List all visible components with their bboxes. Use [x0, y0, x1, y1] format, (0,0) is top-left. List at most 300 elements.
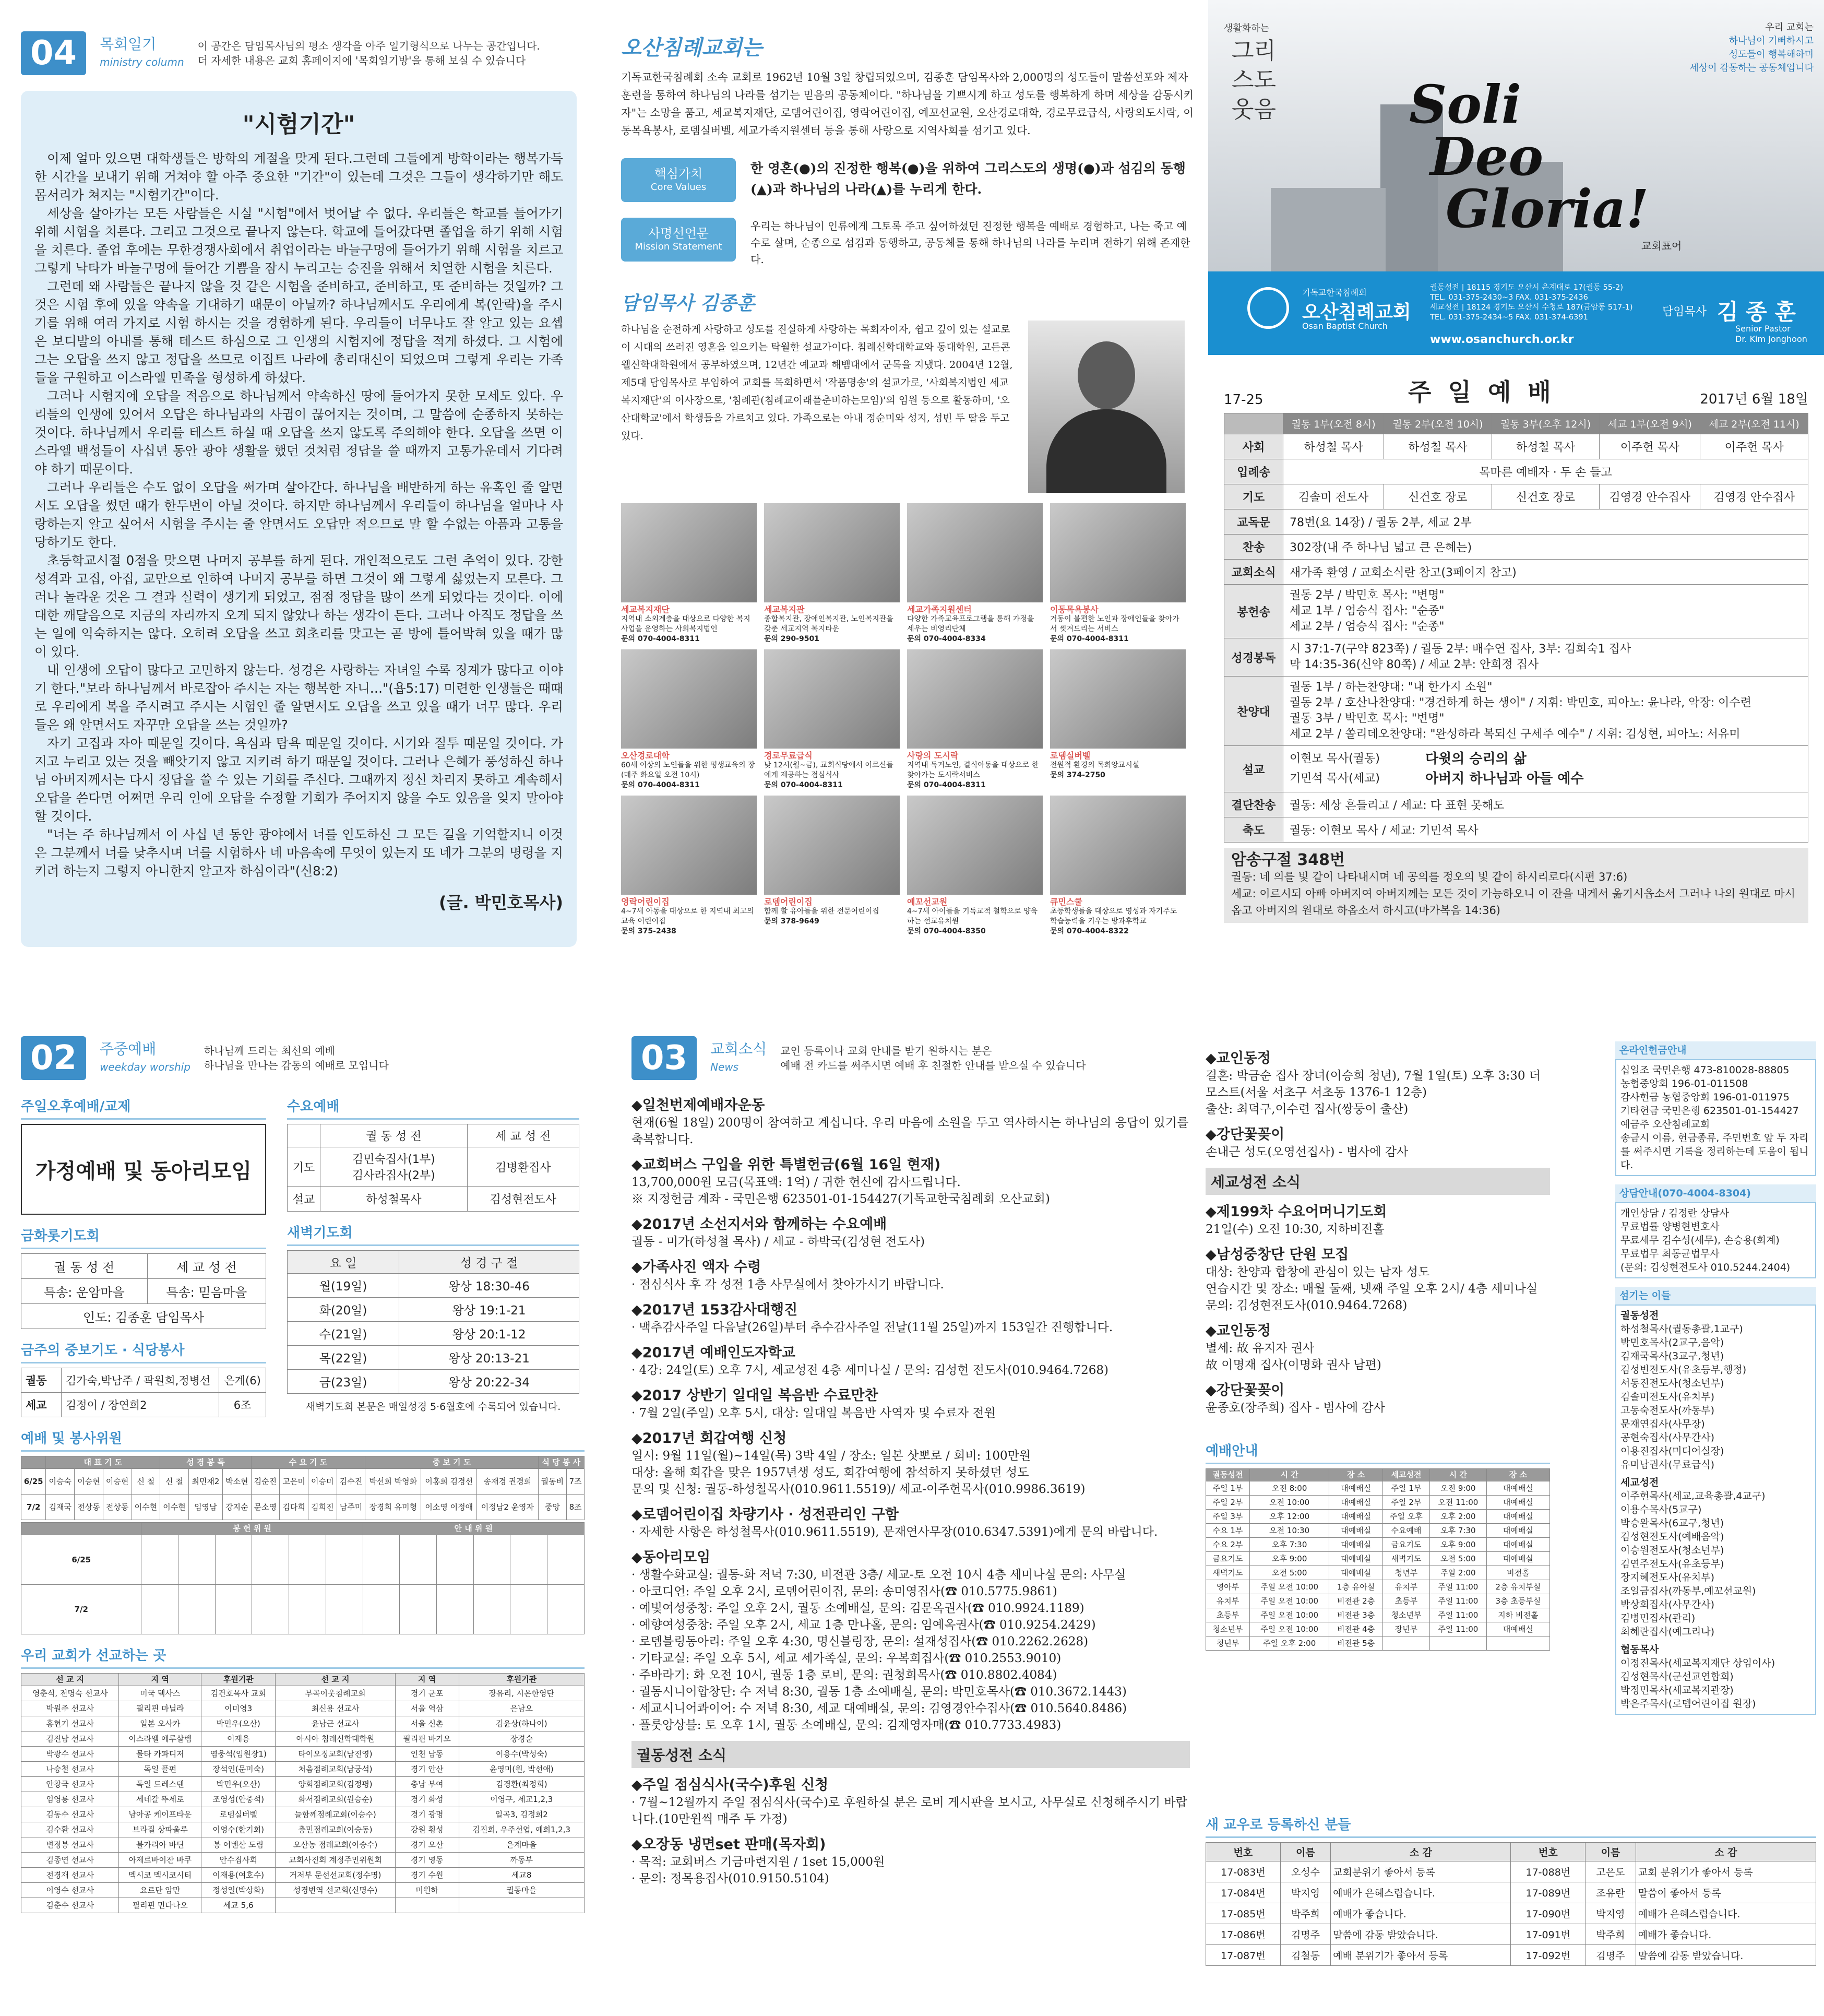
table-cell: 양회점례교회(김정평)	[276, 1777, 395, 1792]
ministry-name: 사랑의 도시락	[907, 751, 959, 761]
list-item: 공현숙집사(사무간사)	[1620, 1432, 1715, 1443]
table-cell: 남아공 케이프타운	[119, 1807, 201, 1822]
table-cell: 78번(요 14장) / 궐동 2부, 세교 2부	[1283, 509, 1808, 535]
table-cell	[326, 1585, 363, 1634]
table-cell: 나승철 선교사	[21, 1762, 119, 1777]
table-cell: 비전홀	[1486, 1566, 1549, 1580]
intercession-title: 금주의 중보기도 · 식당봉사	[21, 1336, 266, 1363]
newcomers-section	[1206, 1804, 1816, 1966]
ministry-phone: 문의 070-4004-8334	[907, 635, 986, 643]
table-row	[1206, 1510, 1550, 1524]
table-row	[1206, 1608, 1550, 1622]
table-cell: 독일 플펀	[119, 1762, 201, 1777]
table-cell: 미국 텍사스	[119, 1686, 201, 1701]
table-cell	[1283, 585, 1808, 638]
core-label-en: Core Values	[650, 182, 707, 193]
ministry-name: 세교복지재단	[621, 604, 670, 614]
news-body: 13,700,000원 모금(목표액: 1억) / 귀한 헌신에 감사드립니다. ※ 지정헌금 계좌 - 국민은행 623501-01-154427(기독교한국침례회 오산교회)	[631, 1176, 1050, 1206]
table-cell: 초등부	[1206, 1608, 1250, 1622]
table-cell: 대예배실	[1486, 1552, 1549, 1566]
table-cell: 오전 9:00	[1430, 1481, 1487, 1496]
table-cell: 김윤상(하나이)	[459, 1716, 584, 1732]
consult-title: 상담안내(070-4004-8304)	[1615, 1184, 1816, 1202]
ministry-phone: 문의 070-4004-8311	[764, 781, 843, 789]
table-cell	[395, 1898, 459, 1913]
news-title: ◆2017년 예배인도자학교	[631, 1345, 795, 1361]
ministry-phone: 문의 070-4004-8311	[1050, 635, 1129, 643]
table-cell: 김철동	[1280, 1945, 1331, 1966]
table-cell: 장경순	[459, 1732, 584, 1747]
pastor-silhouette-head	[1078, 341, 1135, 409]
news-title: ◆강단꽃꽂이	[1206, 1126, 1285, 1143]
table-cell: 김경환(최정희)	[459, 1777, 584, 1792]
table-header: 궐동 3부(오후 12시)	[1492, 413, 1600, 434]
cover-footer	[1208, 271, 1824, 355]
table-cell: 타이오징교회(남진영)	[276, 1747, 395, 1762]
table-cell: 교회 분위기가 좋아서 등록	[1636, 1861, 1816, 1882]
table-row	[288, 1298, 579, 1322]
staff-group-title: 궐동성전	[1620, 1310, 1659, 1321]
table-cell: 6조	[219, 1393, 266, 1417]
table-cell: 대예배실	[1486, 1524, 1549, 1538]
table-cell: 주일 오전 10:00	[1250, 1580, 1329, 1594]
table-header: 궐동 1부(오전 8시)	[1283, 413, 1384, 434]
cell-line: 세교 2부 / 쏠리데오찬양대: "완성하라 복되신 구세주 예수" / 지휘: 김성현, 피아노: 서유미	[1290, 728, 1740, 741]
news-title: ◆2017년 소선지서와 함께하는 수요예배	[631, 1216, 887, 1232]
table-cell: 이영구, 세교1,2,3	[459, 1792, 584, 1807]
table-cell: 대예배실	[1329, 1481, 1383, 1496]
list-item: 서동진전도사(청소년부)	[1620, 1378, 1724, 1389]
news-body: 21일(수) 오전 10:30, 지하비전홀	[1206, 1223, 1385, 1236]
table-row	[21, 1807, 585, 1822]
article-paragraph: 초등학교시절 0점을 맞으면 나머지 공부를 하게 된다. 개인적으로도 그런 추억이 있다. 강한 성격과 고집, 아집, 교만으로 인하여 나머지 공부를 하면 그것이 왜 그렇게 싫었는지 모른다. 그러나 놀라운 것은 그 결과 실력이 생기게 되었고, 점점 정답을 많이 쓰게 되었다는 것이다. 이에 대한 깨달음으로 지금의 자리까지 오게 되지 않았나 하는 생각이 든다. 그러나 아직도 정답을 쓰는 일에 익숙하지는 않다. 오히려 오답을 쓰고 회초리를 맞고는 곧 방에 틀어박혀 있을 때가 많이 있다.	[34, 553, 563, 659]
memory-title: 암송구절 348번	[1231, 851, 1345, 869]
table-cell: 김솔미 전도사	[1283, 484, 1384, 509]
worship-guide-title: 예배안내	[1206, 1437, 1550, 1464]
table-cell: 김병환집사	[467, 1147, 579, 1187]
table-cell	[473, 1585, 510, 1634]
ministry-desc: 다양한 가족교육프로그램을 통해 가정을 세우는 비영리단체	[907, 615, 1034, 633]
staff-group-title: 세교성전	[1620, 1477, 1659, 1488]
right-items	[1206, 1050, 1550, 1160]
table-row	[1224, 509, 1808, 535]
table-cell: 특송: 믿음마을	[147, 1279, 266, 1304]
table-header: 수 요 기 도	[251, 1456, 365, 1469]
table-cell: 미원하	[395, 1883, 459, 1898]
website-link[interactable]: www.osanchurch.or.kr	[1430, 333, 1574, 346]
ministry-card	[764, 796, 900, 936]
table-cell: 이정남2 윤영자	[477, 1495, 538, 1520]
table-cell: 박주희	[1585, 1924, 1636, 1945]
list-item: 예금주 오산침례교회	[1620, 1119, 1710, 1130]
table-row	[1224, 413, 1808, 434]
list-item: 박은주목사(로뎀어린이집 원장)	[1620, 1698, 1756, 1710]
table-cell: 이승미	[308, 1469, 337, 1495]
table-header: 세 교 성 전	[147, 1254, 266, 1279]
table-row	[1206, 1945, 1816, 1966]
list-item: 무료법무 최동균법무사	[1620, 1248, 1720, 1260]
table-cell: 이홍희 김경선	[421, 1469, 477, 1495]
table-row	[288, 1274, 579, 1298]
news-body: · 생활수화교실: 궐동-화 저녁 7:30, 비전관 3층/ 세교-토 오전 10시 4층 세미나실 문의: 사무실 · 아코디언: 주일 오후 2시, 로뎀어린이집, 문의: 송미영집사(☎ 010.5775.9861) · 예빛여성중창: 주일 오후 2시, 궐동 소예배실, 문의: 김문옥권사(☎ 010.9924.1189) · 예향여성중창: 주일 오후 2시, 세교 1층 만나홀, 문의: 임예옥권사(☎ 010.9254.2429) · 로뎀블링동아리: 주일 오후 4:30, 명신블링장, 문의: 설재성집사(☎ 010.2262.2628) · 기타교실: 주일 오후 5시, 세교 세가족실, 문의: 우복희집사(☎ 010.2553.9010) · 주바라기: 화 오전 10시, 궐동 1층 로비, 문의: 권청희목사(☎ 010.8802.4084) · 궐동시니어합창단: 수 저녁 8:30, 궐동 1층 소예배실, 문의: 박민호목사(☎ 010.3672.1443) · 세교시니어콰이어: 수 저녁 8:30, 세교 대예배실, 문의: 김영경안수집사(☎ 010.5640.8486) · 플룻앙상블: 토 오후 1시, 궐동 소예배실, 문의: 김재영자매(☎ 010.7733.4983)	[631, 1568, 1127, 1732]
table-cell: 박지영	[1585, 1903, 1636, 1924]
table-cell: 고은도	[1585, 1861, 1636, 1882]
table-cell: 오후 7:30	[1250, 1538, 1329, 1552]
table-row	[1206, 1622, 1550, 1636]
news-body: 대상: 찬양과 합창에 관심이 있는 남자 성도 연습시간 및 장소: 매월 둘째, 넷째 주일 오후 2시/ 4층 세미나실 문의: 김성현전도사(010.9464.7268)	[1206, 1265, 1538, 1312]
table-header: 세교 2부(오전 11시)	[1700, 413, 1808, 434]
table-row	[21, 1777, 585, 1792]
pastor-photo	[1028, 321, 1185, 493]
article-paragraph: 자기 고집과 자아 때문일 것이다. 욕심과 탐욕 때문일 것이다. 시기와 질투 때문일 것이다. 가지고 누리고 있는 것을 빼앗기지 않고 지키려 하기 때문일 것이다. 그러나 은혜가 풍성하신 하나님 아버지께서는 다시 정답을 쓸 수 있는 기회를 주신다. 그때까지 정신 차리지 못하고 계속해서 오답을 쓴다면 어쩌면 우리 인에 오답을 수정할 기회가 주어지지 않을 수도 있음을 잊지 말아야 할 것이다.	[34, 736, 563, 824]
table-cell: 김진희, 우주선엽, 예희1,2,3	[459, 1822, 584, 1837]
gwol-news-title: 궐동성전 소식	[631, 1741, 1190, 1768]
table-cell: 비전관 2층	[1329, 1594, 1383, 1608]
row-label: 입례송	[1224, 459, 1283, 484]
side-text	[1690, 21, 1814, 75]
table-cell: 주일 11:00	[1430, 1608, 1487, 1622]
table-cell: 임영남	[188, 1495, 222, 1520]
friday-table	[21, 1253, 266, 1329]
table-cell: 세교8	[459, 1868, 584, 1883]
staff-list	[1620, 1656, 1811, 1711]
table-cell: 김명주	[1280, 1924, 1331, 1945]
table-row	[1224, 677, 1808, 746]
consult-lines	[1615, 1202, 1816, 1278]
table-cell: 경기 군포	[395, 1686, 459, 1701]
table-header: 번호	[1206, 1843, 1281, 1861]
table-cell: 송재경 권경희	[477, 1469, 538, 1495]
table-cell: 박주희	[1280, 1903, 1331, 1924]
memory-verse: 세교: 이르시되 아빠 아버지여 아버지께는 모든 것이 가능하오니 이 잔을 내게서 옮기시옵소서 그러나 나의 원대로 마시옵고 아버지의 원대로 하옵소서 하시고(마가복음 14:36)	[1231, 887, 1795, 917]
table-cell	[363, 1585, 400, 1634]
table-header: 세 교 성 전	[467, 1124, 579, 1147]
table-cell	[215, 1535, 252, 1585]
table-cell: 화서점례교회(원승순)	[276, 1792, 395, 1807]
table-cell: 오후 7:30	[1430, 1524, 1487, 1538]
table-row	[21, 1469, 585, 1495]
ministry-phone: 문의 070-4004-8322	[1050, 927, 1129, 935]
list-item: 농협중앙회 196-01-011508	[1620, 1078, 1748, 1089]
ministry-card	[621, 503, 757, 644]
table-cell: 세교 5,6	[201, 1898, 276, 1913]
table-row	[1206, 1524, 1550, 1538]
article-paragraph: 그런데 왜 사람들은 끝나지 않을 것 같은 시험을 준비하고, 준비하고, 또 준비하는 것일까? 그것은 시험 후에 있을 약속을 기대하기 때문이 아닐까? 하나님께서도 우리에게 복(안락)을 주시기를 위해 여러 가지로 시험 하시는 것을 경험하게 된다. 우리들이 너무나도 잘 알고 있는 요셉은 보디발의 아내를 통해 테스트 하심으로 그 인생의 시험지에 정답을 적게 하셨다. 그 시험에 그는 오답을 쓰지 않고 정답을 쓰므로 이집트 나라에 총리대신이 되었으며 그렇게 우리는 가족들을 구원하고 이스라엘 민족을 형성하게 하셨다.	[34, 279, 563, 385]
table-cell: 주일 11:00	[1430, 1622, 1487, 1636]
sunday-afternoon-title: 주일오후예배/교제	[21, 1093, 266, 1120]
weekday-right-col	[287, 1085, 579, 1417]
table-cell: 이주헌 목사	[1700, 434, 1808, 459]
ministry-phone: 문의 375-2438	[621, 927, 676, 935]
table-cell: 주일 11:00	[1430, 1594, 1487, 1608]
table-cell	[289, 1585, 326, 1634]
table-header: 봉 헌 위 원	[141, 1523, 363, 1535]
core-values-text: 한 영혼(●)의 진정한 행복(●)을 위하여 그리스도의 생명(●)과 섬김의 동행(▲)과 하나님의 나라(▲)를 누리게 한다.	[750, 161, 1186, 197]
gwol-items	[631, 1776, 1190, 1887]
table-cell: 경기 안산	[395, 1762, 459, 1777]
ministry-photo	[621, 649, 757, 749]
mission-table	[21, 1673, 585, 1913]
ministry-photo-grid	[621, 503, 1195, 936]
worship-guide-table	[1206, 1468, 1550, 1651]
worship-header	[1224, 373, 1808, 408]
article-paragraph: 그러나 시험지에 오답을 적음으로 하나님께서 약속하신 땅에 들어가지 못한 모세도 있다. 우리들의 인생에 있어서 오답은 하나님과의 사귐이 끊어지는 것이며, 그 말씀에 순종하지 못하는 것이다. 하나님께서 우리를 테스트 하실 때 오답을 쓰지 않도록 주의해야 한다. 오답을 쓰면 이스라엘 백성들이 사십년 동안 광야 생활을 했던 것처럼 정답을 쓸 때까지 고통가운데서 기다려야 하기 때문이다.	[34, 388, 563, 477]
table-cell: 비전관 3층	[1329, 1608, 1383, 1622]
table-cell: 일본 오사카	[119, 1716, 201, 1732]
table-row	[288, 1370, 579, 1394]
news-body: · 목적: 교회버스 기금마련지원 / 1set 15,000원 · 문의: 정목용집사(010.9150.5104)	[631, 1855, 885, 1885]
list-item: 김재국목사(3교구,청년)	[1620, 1350, 1724, 1362]
news-title: ◆2017 상반기 일대일 복음반 수료만찬	[631, 1388, 878, 1404]
table-cell: 김춘수 선교사	[21, 1898, 119, 1913]
table-cell: 강원 횡성	[395, 1822, 459, 1837]
table-cell: 오전 8:00	[1250, 1481, 1329, 1496]
table-cell: 대예배실	[1486, 1538, 1549, 1552]
table-cell: 고은미	[280, 1469, 308, 1495]
table-row	[1224, 792, 1808, 817]
motto-line: Gloria!	[1446, 178, 1649, 240]
table-header: 요 일	[288, 1251, 399, 1274]
ministry-desc: 전원적 환경의 목회앙교시설	[1050, 761, 1140, 769]
table-row	[21, 1456, 585, 1469]
table-cell: 성경번역 선교회(신명수)	[276, 1883, 395, 1898]
table-cell	[288, 1124, 320, 1147]
list-item: 송금시 이름, 헌금종류, 주민번호 앞 두 자리를 써주시면 기록을 정리하는데 도움이 됩니다.	[1620, 1132, 1809, 1171]
table-cell: 전경재 선교사	[21, 1868, 119, 1883]
table-cell	[1486, 1636, 1549, 1651]
table-cell: 불가리아 바딘	[119, 1837, 201, 1853]
table-cell: 궐동: 이현모 목사 / 세교: 기민석 목사	[1283, 817, 1808, 843]
core-values-label	[621, 158, 736, 202]
pastor-silhouette-body	[1046, 409, 1166, 493]
table-cell: 궐동	[21, 1368, 62, 1393]
list-item: 김연주전도사(유초등부)	[1620, 1558, 1724, 1570]
church-sub: 기독교한국침례회	[1302, 288, 1367, 298]
news-body: · 4강: 24일(토) 오후 7시, 세교성전 4층 세미나실 / 문의: 김성현 전도사(010.9464.7268)	[631, 1363, 1108, 1377]
row-label: 사회	[1224, 434, 1283, 459]
section-title	[100, 35, 184, 71]
news-title: ◆교인동정	[1206, 1050, 1271, 1066]
table-cell: 멕시코 멕시코시티	[119, 1868, 201, 1883]
cell-line: 시 37:1-7(구약 823쪽) / 궐동 2부: 배수연 집사, 3부: 김희숙1 집사	[1290, 643, 1631, 656]
table-cell: 오후 2:00	[1430, 1510, 1487, 1524]
cell-line: 궐동 1부 / 하는찬양대: "내 한가지 소원"	[1290, 681, 1493, 694]
table-cell: 이승현	[75, 1469, 103, 1495]
staff-box	[1615, 1305, 1816, 1715]
table-cell: 2층 유치부실	[1486, 1580, 1549, 1594]
news-title: ◆2017년 153감사대행진	[631, 1302, 798, 1318]
table-cell	[437, 1535, 474, 1585]
table-cell: 오후 12:00	[1250, 1510, 1329, 1524]
table-cell: 오후 9:00	[1250, 1552, 1329, 1566]
table-cell: 예배가 은혜스럽습니다.	[1636, 1903, 1816, 1924]
ministry-card	[1050, 503, 1186, 644]
ministry-name: 경로무료급식	[764, 751, 813, 761]
ministry-photo	[907, 649, 1043, 749]
table-cell: 최민재2	[188, 1469, 222, 1495]
table-cell: 오전 5:00	[1430, 1552, 1487, 1566]
table-row	[1206, 1580, 1550, 1594]
table-row	[1224, 638, 1808, 677]
table-cell: 주일 오후 2:00	[1250, 1636, 1329, 1651]
table-cell: 예배가 좋습니다.	[1636, 1924, 1816, 1945]
article-paragraph: 이제 얼마 있으면 대학생들은 방학의 계절을 맞게 된다.그런데 그들에게 방학이라는 행복가득한 시간을 보내기 위해 거쳐야 할 아주 중요한 "기간"이 있는데 그것은 그들이 생각하기만 해도 몸서리가 쳐지는 "시험기간"이다.	[34, 151, 563, 203]
list-item: 김성현전도사(예배음악)	[1620, 1531, 1724, 1543]
pastor-en: Dr. Kim Jonghoon	[1735, 334, 1807, 344]
table-cell	[1382, 1636, 1429, 1651]
table-cell: 일곡3, 김정희2	[459, 1807, 584, 1822]
row-label: 기도	[1224, 484, 1283, 509]
table-cell	[141, 1585, 178, 1634]
table-cell: 대예배실	[1329, 1552, 1383, 1566]
table-cell	[473, 1535, 510, 1585]
list-item: 하성철목사(궐동총괄,1교구)	[1620, 1323, 1743, 1335]
table-cell: 금요기도	[1206, 1552, 1250, 1566]
article-body	[34, 149, 563, 880]
table-cell	[1283, 638, 1808, 677]
table-cell: 박원주 선교사	[21, 1701, 119, 1716]
table-cell: 주일 오후	[1382, 1510, 1429, 1524]
table-row	[288, 1251, 579, 1274]
table-cell	[510, 1585, 547, 1634]
table-cell: 6/25	[21, 1469, 46, 1495]
table-cell: 이승현	[103, 1469, 132, 1495]
ministry-card	[621, 649, 757, 790]
list-item: 감사헌금 농협중앙회 196-01-011975	[1620, 1092, 1790, 1103]
core-values-row	[621, 158, 1195, 202]
table-cell: 17-083번	[1206, 1861, 1281, 1882]
table-cell: 이승숙	[46, 1469, 75, 1495]
news-title: ◆일천번제예배자운동	[631, 1097, 765, 1113]
donation-title: 온라인헌금안내	[1615, 1041, 1816, 1059]
desc-line: 하나님을 만나는 감동의 예배로 모입니다	[204, 1059, 389, 1072]
table-cell: 예배가 좋습니다.	[1331, 1903, 1511, 1924]
table-header: 식 당 봉 사	[538, 1456, 584, 1469]
desc-line: 더 자세한 내용은 교회 홈페이지에 '목회일기방'을 통해 보실 수 있습니다	[197, 54, 526, 67]
table-cell: 주일 2부	[1382, 1496, 1429, 1510]
table-cell: 김정이 / 장연희2	[62, 1393, 219, 1417]
ministry-card	[1050, 796, 1186, 936]
table-cell: 김동수 선교사	[21, 1807, 119, 1822]
table-row	[21, 1674, 585, 1686]
table-cell: 말씀이 좋아서 등록	[1636, 1882, 1816, 1903]
table-cell: 대예배실	[1329, 1538, 1383, 1552]
page-number: 04	[21, 31, 86, 75]
table-cell: 아시아 침례신학대학원	[276, 1732, 395, 1747]
table-cell: 경기 오산	[395, 1837, 459, 1853]
table-cell: 17-092번	[1511, 1945, 1585, 1966]
table-row	[21, 1732, 585, 1747]
table-cell: 박민우(오산)	[201, 1716, 276, 1732]
table-cell	[1283, 746, 1808, 792]
table-cell: 대예배실	[1329, 1510, 1383, 1524]
table-header: 후원기관	[459, 1674, 584, 1686]
row-label: 찬송	[1224, 535, 1283, 560]
table-cell	[289, 1535, 326, 1585]
table-header: 장 소	[1486, 1469, 1549, 1481]
ministry-desc: 거동이 불편한 노인과 장애인들을 찾아가서 씻겨드리는 서비스	[1050, 615, 1179, 633]
table-cell: 왕상 20:22-34	[399, 1370, 579, 1394]
list-item: 김성빈전도사(유초등부,행정)	[1620, 1364, 1747, 1375]
side-text-line: 우리 교회는	[1765, 22, 1814, 33]
table-cell: 김가숙,박남주 / 곽원희,정병선	[62, 1368, 219, 1393]
news-title: ◆주일 점심식사(국수)후원 신청	[631, 1777, 829, 1793]
ministry-phone: 문의 070-4004-8311	[907, 781, 986, 789]
ministry-card	[764, 503, 900, 644]
table-cell: 김재국	[46, 1495, 75, 1520]
table-header: 이름	[1585, 1843, 1636, 1861]
mission-label-ko: 사명선언문	[648, 226, 709, 241]
news-body: 손내근 성도(오영선집사) - 범사에 감사	[1206, 1145, 1409, 1159]
table-cell: 홍현기 선교사	[21, 1716, 119, 1732]
ministry-phone: 문의 290-9501	[764, 635, 819, 643]
table-row	[21, 1686, 585, 1701]
list-item: 이정진목사(세교복지재단 상임이사)	[1620, 1657, 1775, 1669]
table-cell: 새벽기도	[1382, 1552, 1429, 1566]
tel-line: TEL. 031-375-2434~5 FAX. 031-374-6391	[1430, 313, 1588, 322]
table-row	[21, 1853, 585, 1868]
table-cell: 오전 5:00	[1250, 1566, 1329, 1580]
table-cell: 화(20일)	[288, 1298, 399, 1322]
table-row	[1206, 1594, 1550, 1608]
table-cell: 청소년부	[1206, 1622, 1250, 1636]
list-item: 무료법률 양병현변호사	[1620, 1221, 1720, 1232]
table-cell: 신 철	[132, 1469, 160, 1495]
wednesday-title: 수요예배	[287, 1093, 579, 1120]
page-02-panel	[21, 1036, 585, 2007]
friday-prayer-title: 금화롯기도회	[21, 1222, 266, 1249]
worship-title: 주 일 예 배	[1408, 378, 1555, 406]
ministry-photo	[1050, 796, 1186, 895]
table-row	[21, 1762, 585, 1777]
table-cell	[215, 1585, 252, 1634]
list-item: 박민호목사(2교구,음악)	[1620, 1337, 1724, 1348]
news-title: ◆제199차 수요어머니기도회	[1206, 1204, 1387, 1220]
table-row	[21, 1898, 585, 1913]
table-row	[1206, 1843, 1816, 1861]
table-cell: 박선희 박영화	[365, 1469, 421, 1495]
table-header: 후원기관	[201, 1674, 276, 1686]
table-cell: 수요예배	[1382, 1524, 1429, 1538]
table-cell: 1층 유아실	[1329, 1580, 1383, 1594]
section-desc	[198, 39, 540, 68]
table-cell: 오전 11:00	[1430, 1496, 1487, 1510]
table-cell: 하성철 목사	[1492, 434, 1600, 459]
table-cell: 신 철	[160, 1469, 189, 1495]
table-cell: 필리핀 바기오	[395, 1732, 459, 1747]
table-row	[1224, 817, 1808, 843]
column-box	[21, 91, 577, 947]
staff-group-title: 협동목사	[1620, 1644, 1659, 1655]
section-title-ko: 주중예배	[100, 1040, 157, 1058]
table-header: 세교성전	[1382, 1469, 1429, 1481]
row-label: 설교	[1224, 746, 1283, 792]
table-cell: 안수집사회	[201, 1853, 276, 1868]
worship-table	[1224, 413, 1808, 843]
table-cell: 박지영	[1280, 1882, 1331, 1903]
pastor-en: Senior Pastor	[1735, 324, 1791, 334]
table-row	[1224, 585, 1808, 638]
table-cell: 조유란	[1585, 1882, 1636, 1903]
table-cell	[1430, 1636, 1487, 1651]
dawn-table	[287, 1250, 579, 1394]
table-row	[1206, 1903, 1816, 1924]
list-item: 김병민집사(관리)	[1620, 1612, 1696, 1624]
table-cell: 이주헌 목사	[1600, 434, 1700, 459]
table-cell: 김수환 선교사	[21, 1822, 119, 1837]
calligraphy: 그리스도 웃음	[1232, 38, 1277, 123]
table-cell: 김명주	[1585, 1945, 1636, 1966]
